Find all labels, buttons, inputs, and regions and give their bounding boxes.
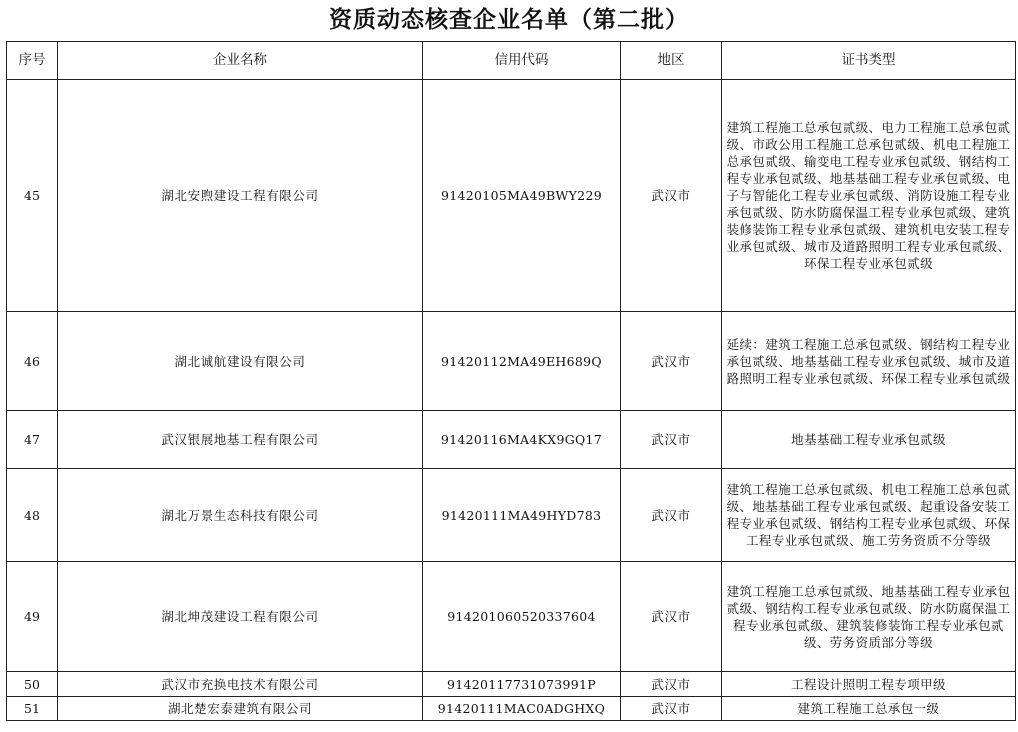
company-table	[6, 41, 1016, 721]
row-index: 50	[7, 672, 58, 697]
table-row	[7, 80, 1016, 312]
row-cert-type: 建筑工程施工总承包贰级、地基基础工程专业承包贰级、钢结构工程专业承包贰级、防水防腐保温工程专业承包贰级、建筑装修装饰工程专业承包贰级、劳务资质部分等级	[722, 562, 1016, 672]
row-credit-code: 91420116MA4KX9GQ17	[423, 411, 621, 469]
row-index: 49	[7, 562, 58, 672]
header-index: 序号	[7, 42, 58, 80]
row-credit-code: 91420112MA49EH689Q	[423, 312, 621, 411]
row-index: 46	[7, 312, 58, 411]
row-company: 湖北诚航建设有限公司	[58, 312, 423, 411]
table-row	[7, 312, 1016, 411]
row-region: 武汉市	[621, 312, 722, 411]
row-credit-code: 914201060520337604	[423, 562, 621, 672]
row-credit-code: 91420111MAC0ADGHXQ	[423, 697, 621, 721]
table-row	[7, 697, 1016, 721]
row-index: 51	[7, 697, 58, 721]
header-row	[7, 42, 1016, 80]
header-credit-code: 信用代码	[423, 42, 621, 80]
row-company: 湖北万景生态科技有限公司	[58, 469, 423, 562]
row-region: 武汉市	[621, 672, 722, 697]
row-index: 45	[7, 80, 58, 312]
row-credit-code: 91420117731073991P	[423, 672, 621, 697]
table-row	[7, 672, 1016, 697]
header-cert-type: 证书类型	[722, 42, 1016, 80]
row-credit-code: 91420111MA49HYD783	[423, 469, 621, 562]
row-cert-type: 地基基础工程专业承包贰级	[722, 411, 1016, 469]
row-credit-code: 91420105MA49BWY229	[423, 80, 621, 312]
row-cert-type: 建筑工程施工总承包贰级、机电工程施工总承包贰级、地基基础工程专业承包贰级、起重设备安装工程专业承包贰级、钢结构工程专业承包贰级、环保工程专业承包贰级、施工劳务资质不分等级	[722, 469, 1016, 562]
row-index: 48	[7, 469, 58, 562]
header-region: 地区	[621, 42, 722, 80]
row-cert-type: 工程设计照明工程专项甲级	[722, 672, 1016, 697]
row-cert-type: 建筑工程施工总承包一级	[722, 697, 1016, 721]
row-region: 武汉市	[621, 562, 722, 672]
row-company: 武汉市充换电技术有限公司	[58, 672, 423, 697]
row-region: 武汉市	[621, 80, 722, 312]
row-company: 湖北楚宏泰建筑有限公司	[58, 697, 423, 721]
row-company: 湖北安煦建设工程有限公司	[58, 80, 423, 312]
row-company: 湖北坤茂建设工程有限公司	[58, 562, 423, 672]
table-row	[7, 411, 1016, 469]
table-row	[7, 562, 1016, 672]
table-row	[7, 469, 1016, 562]
header-company: 企业名称	[58, 42, 423, 80]
row-region: 武汉市	[621, 697, 722, 721]
page-title: 资质动态核查企业名单（第二批）	[329, 7, 689, 33]
row-region: 武汉市	[621, 411, 722, 469]
row-company: 武汉银展地基工程有限公司	[58, 411, 423, 469]
row-index: 47	[7, 411, 58, 469]
row-cert-type: 建筑工程施工总承包贰级、电力工程施工总承包贰级、市政公用工程施工总承包贰级、机电工程施工总承包贰级、输变电工程专业承包贰级、钢结构工程专业承包贰级、地基基础工程专业承包贰级、电子与智能化工程专业承包贰级、消防设施工程专业承包贰级、防水防腐保温工程专业承包贰级、建筑装修装饰工程专业承包贰级、建筑机电安装工程专业承包贰级、城市及道路照明工程专业承包贰级、环保工程专业承包贰级	[722, 80, 1016, 312]
row-cert-type: 延续：建筑工程施工总承包贰级、钢结构工程专业承包贰级、地基基础工程专业承包贰级、城市及道路照明工程专业承包贰级、环保工程专业承包贰级	[722, 312, 1016, 411]
row-region: 武汉市	[621, 469, 722, 562]
